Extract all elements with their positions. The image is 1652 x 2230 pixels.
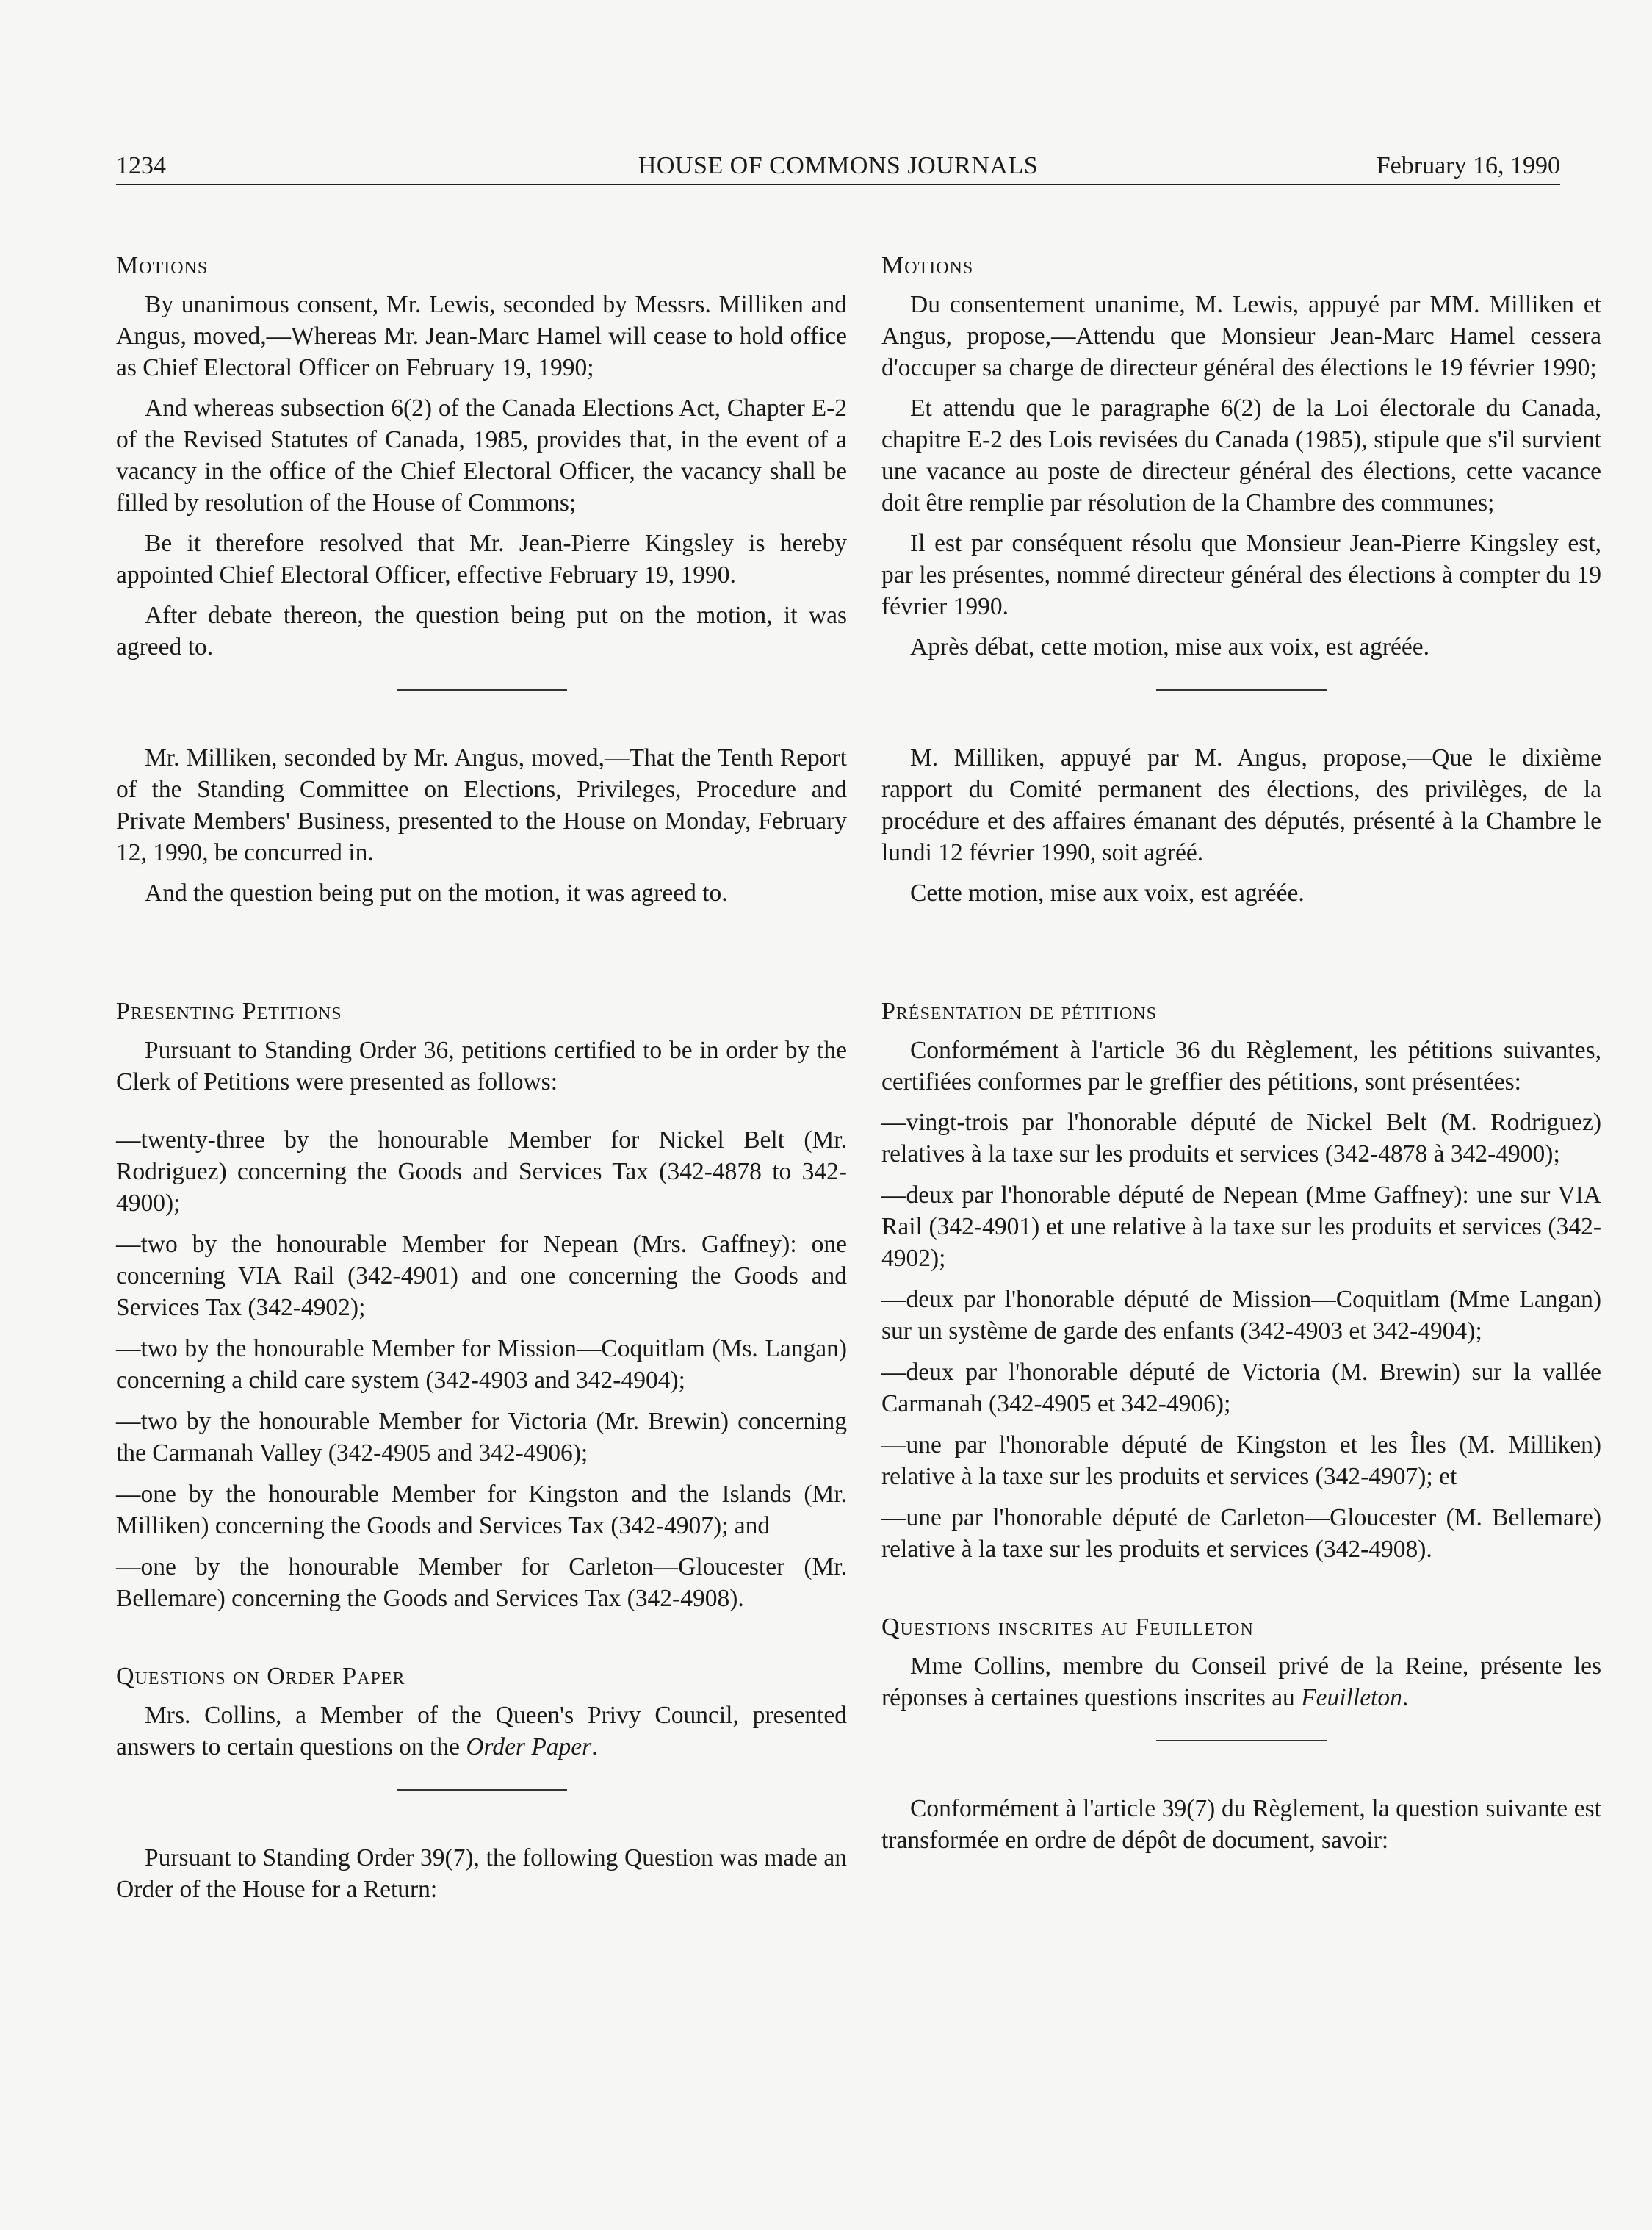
motion1-paragraph-3-fr: Il est par conséquent résolu que Monsieur Jean-Pierre Kingsley est, par les présentes, nommé directeur général des élections à compter du 19 février 1990. — [881, 530, 1601, 620]
section-separator — [397, 1789, 567, 1791]
motion1-result: After debate thereon, the question being put on the motion, it was agreed to. — [116, 602, 847, 661]
questions-paragraph: Mrs. Collins, a Member of the Queen's Privy Council, presented answers to certain questions on the Order Paper. — [116, 1702, 847, 1760]
petition-item-fr: —une par l'honorable député de Carleton—Gloucester (M. Bellemare) relative à la taxe sur les produits et services (342-4908). — [881, 1504, 1601, 1563]
section-separator — [397, 689, 567, 691]
section-separator — [1156, 1740, 1327, 1741]
motions-heading: Motions — [116, 252, 209, 279]
motion2-paragraph: Mr. Milliken, seconded by Mr. Angus, moved,—That the Tenth Report of the Standing Committee on Elections, Privileges, Procedure and Private Members' Business, presented to the House on Monday, February 12, 1990, be concurred in. — [116, 744, 847, 866]
petition-item-fr: —deux par l'honorable député de Victoria (M. Brewin) sur la vallée Carmanah (342-4905 et 342-4906); — [881, 1359, 1601, 1417]
questions-heading: Questions on Order Paper — [116, 1663, 405, 1690]
petition-item-fr: —vingt-trois par l'honorable député de Nickel Belt (M. Rodriguez) relatives à la taxe sur les produits et services (342-4878 à 342-4900); — [881, 1109, 1601, 1168]
petition-item: —one by the honourable Member for Kingston and the Islands (Mr. Milliken) concerning the Goods and Services Tax (342-4907); and — [116, 1481, 847, 1539]
petitions-intro: Pursuant to Standing Order 36, petitions certified to be in order by the Clerk of Petitions were presented as follows: — [116, 1037, 847, 1096]
motion2-paragraph-fr: M. Milliken, appuyé par M. Angus, propose,—Que le dixième rapport du Comité permanent des élections, des privilèges, de la procédure et des affaires émanant des députés, présenté à la Chambre le lundi 12 février 1990, soit agréé. — [881, 744, 1601, 866]
section-separator — [1156, 689, 1327, 691]
motion2-result-fr: Cette motion, mise aux voix, est agréée. — [910, 880, 1305, 907]
petition-item: —one by the honourable Member for Carleton—Gloucester (Mr. Bellemare) concerning the Goods and Services Tax (342-4908). — [116, 1553, 847, 1612]
header-rule — [116, 184, 1560, 185]
questions-paragraph-fr: Mme Collins, membre du Conseil privé de la Reine, présente les réponses à certaines questions inscrites au Feuilleton. — [881, 1652, 1601, 1711]
page-number: 1234 — [116, 152, 166, 179]
return-paragraph-fr: Conformément à l'article 39(7) du Règlement, la question suivante est transformée en ordre de dépôt de document, savoir: — [881, 1795, 1601, 1854]
french-column — [881, 250, 1601, 1865]
petition-item-fr: —deux par l'honorable député de Mission—Coquitlam (Mme Langan) sur un système de garde des enfants (342-4903 et 342-4904); — [881, 1286, 1601, 1345]
motion1-paragraph-2-fr: Et attendu que le paragraphe 6(2) de la Loi électorale du Canada, chapitre E-2 des Lois revisées du Canada (1985), stipule que s'il survient une vacance au poste de directeur général des élections, cette vacance doit être remplie par résolution de la Chambre des communes; — [881, 395, 1601, 517]
motion1-paragraph-3: Be it therefore resolved that Mr. Jean-Pierre Kingsley is hereby appointed Chief Electoral Officer, effective February 19, 1990. — [116, 530, 847, 589]
petitions-heading: Presenting Petitions — [116, 998, 342, 1025]
motion1-paragraph-1-fr: Du consentement unanime, M. Lewis, appuyé par MM. Milliken et Angus, propose,—Attendu que Monsieur Jean-Marc Hamel cessera d'occuper sa charge de directeur général des élections le 19 février 1990; — [881, 291, 1601, 381]
motions-heading-fr: Motions — [881, 252, 974, 279]
petition-item: —two by the honourable Member for Mission—Coquitlam (Ms. Langan) concerning a child care system (342-4903 and 342-4904); — [116, 1335, 847, 1394]
return-paragraph: Pursuant to Standing Order 39(7), the following Question was made an Order of the House for a Return: — [116, 1844, 847, 1903]
petition-item: —two by the honourable Member for Nepean (Mrs. Gaffney): one concerning VIA Rail (342-4901) and one concerning the Goods and Services Tax (342-4902); — [116, 1231, 847, 1321]
motion1-result-fr: Après débat, cette motion, mise aux voix, est agréée. — [910, 633, 1429, 661]
petition-item: —two by the honourable Member for Victoria (Mr. Brewin) concerning the Carmanah Valley (342-4905 and 342-4906); — [116, 1408, 847, 1467]
motion1-paragraph-1: By unanimous consent, Mr. Lewis, seconded by Messrs. Milliken and Angus, moved,—Whereas Mr. Jean-Marc Hamel will cease to hold office as Chief Electoral Officer on February 19, 1990; — [116, 291, 847, 381]
motion2-result: And the question being put on the motion, it was agreed to. — [145, 880, 728, 907]
journal-title: HOUSE OF COMMONS JOURNALS — [638, 152, 1039, 179]
english-column — [116, 250, 847, 1914]
petitions-heading-fr: Présentation de pétitions — [881, 998, 1157, 1025]
petitions-intro-fr: Conformément à l'article 36 du Règlement, les pétitions suivantes, certifiées conformes par le greffier des pétitions, sont présentées: — [881, 1037, 1601, 1096]
questions-heading-fr: Questions inscrites au Feuilleton — [881, 1614, 1254, 1641]
header-date: February 16, 1990 — [1376, 152, 1560, 179]
motion1-paragraph-2: And whereas subsection 6(2) of the Canada Elections Act, Chapter E-2 of the Revised Statutes of Canada, 1985, provides that, in the event of a vacancy in the office of the Chief Electoral Officer, the vacancy shall be filled by resolution of the House of Commons; — [116, 395, 847, 517]
running-header — [116, 148, 1560, 184]
petition-item: —twenty-three by the honourable Member for Nickel Belt (Mr. Rodriguez) concerning the Goods and Services Tax (342-4878 to 342-4900); — [116, 1126, 847, 1217]
petition-item-fr: —deux par l'honorable député de Nepean (Mme Gaffney): une sur VIA Rail (342-4901) et une relative à la taxe sur les produits et services (342-4902); — [881, 1181, 1601, 1272]
petition-item-fr: —une par l'honorable député de Kingston et les Îles (M. Milliken) relative à la taxe sur les produits et services (342-4907); et — [881, 1431, 1601, 1490]
